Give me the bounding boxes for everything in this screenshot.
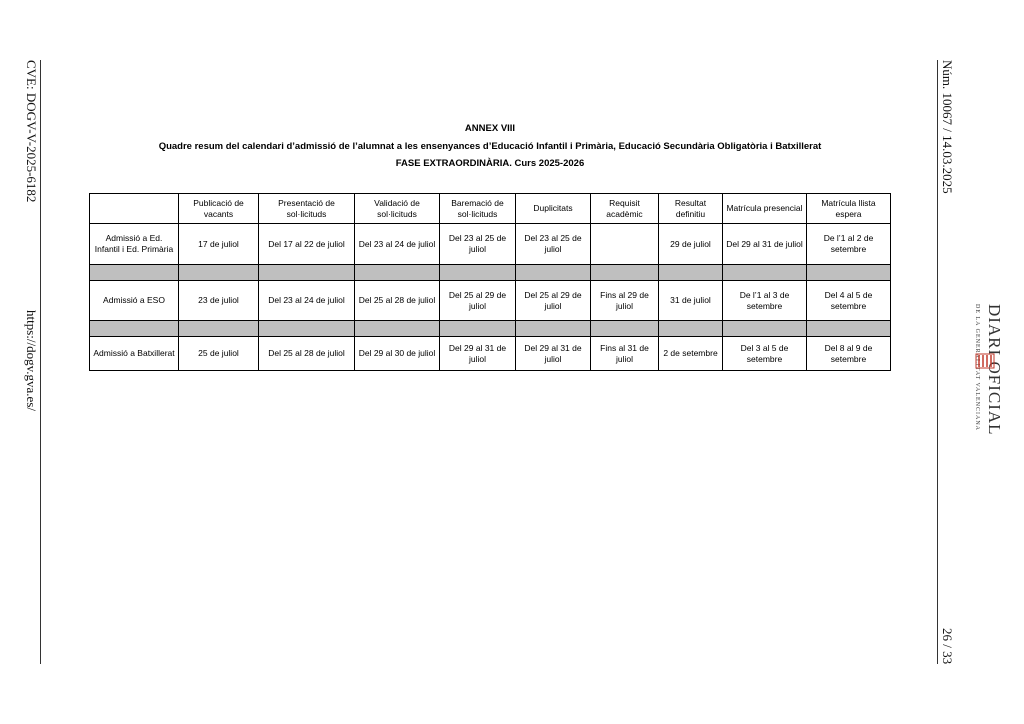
document-title: Quadre resum del calendari d’admissió de l’alumnat a les ensenyances d’Educació Infantil i Primària, Educació Secundària Obligatòria i Batxillerat [158,141,822,152]
right-margin-rule [937,60,938,664]
table-row [90,224,891,265]
table-cell: Del 23 al 24 de juliol [259,281,355,321]
header-cell: Baremació de sol·licituds [440,194,516,224]
left-margin-rule [40,60,41,664]
header-cell: Requisit acadèmic [591,194,659,224]
row-label-cell: Admissió a Batxillerat [90,337,179,371]
table-cell: Del 25 al 29 de juliol [440,281,516,321]
table-row [90,337,891,371]
annex-heading: ANNEX VIII [464,123,516,134]
table-cell: Fins al 31 de juliol [591,337,659,371]
header-cell: Presentació de sol·licituds [259,194,355,224]
row-label-cell: Admissió a ESO [90,281,179,321]
logo-subtitle: DE LA GENERALITAT VALENCIANA [974,304,980,432]
issue-number-date: Núm. 10067 / 14.03.2025 [940,60,955,194]
document-subtitle: FASE EXTRAORDINÀRIA. Curs 2025-2026 [395,158,585,169]
table-cell: Del 3 al 5 de setembre [723,337,807,371]
header-cell [90,194,179,224]
table-cell: Del 25 al 29 de juliol [516,281,591,321]
table-cell: Del 25 al 28 de juliol [259,337,355,371]
table-row [90,281,891,321]
table-cell: Del 29 al 31 de juliol [440,337,516,371]
table-cell: 31 de juliol [659,281,723,321]
table-cell: De l’1 al 2 de setembre [807,224,891,265]
table-cell: Del 23 al 24 de juliol [355,224,440,265]
logo-title: DIARI OFICIAL [985,304,1004,436]
table-cell: 2 de setembre [659,337,723,371]
header-cell: Matrícula llista espera [807,194,891,224]
row-label-cell: Admissió a Ed. Infantil i Ed. Primària [90,224,179,265]
table-cell: 17 de juliol [179,224,259,265]
separator-row [90,321,891,337]
table-cell: Del 25 al 28 de juliol [355,281,440,321]
header-cell: Validació de sol·licituds [355,194,440,224]
table-cell: De l’1 al 3 de setembre [723,281,807,321]
header-cell: Duplicitats [516,194,591,224]
page-number: 26 / 33 [940,628,955,665]
table-cell: Del 29 al 31 de juliol [723,224,807,265]
table-cell: Del 8 al 9 de setembre [807,337,891,371]
coat-of-arms-icon [974,352,996,370]
table-cell: Del 23 al 25 de juliol [440,224,516,265]
table-cell: Fins al 29 de juliol [591,281,659,321]
table-cell: Del 29 al 31 de juliol [516,337,591,371]
table-cell: 23 de juliol [179,281,259,321]
table-header-row [90,194,891,224]
separator-row [90,265,891,281]
dogv-logo [946,300,1006,440]
table-cell: Del 4 al 5 de setembre [807,281,891,321]
table-cell: Del 29 al 30 de juliol [355,337,440,371]
table-cell: 25 de juliol [179,337,259,371]
admission-calendar-table [89,193,891,371]
table-cell: 29 de juliol [659,224,723,265]
header-cell: Matrícula presencial [723,194,807,224]
table-cell: Del 23 al 25 de juliol [516,224,591,265]
table-cell: Del 17 al 22 de juliol [259,224,355,265]
header-cell: Publicació de vacants [179,194,259,224]
cve-code: CVE: DOGV-V-2025-6182 [24,60,39,203]
header-cell: Resultat definitiu [659,194,723,224]
table-cell [591,224,659,265]
source-url[interactable]: https://dogv.gva.es/ [24,310,39,411]
